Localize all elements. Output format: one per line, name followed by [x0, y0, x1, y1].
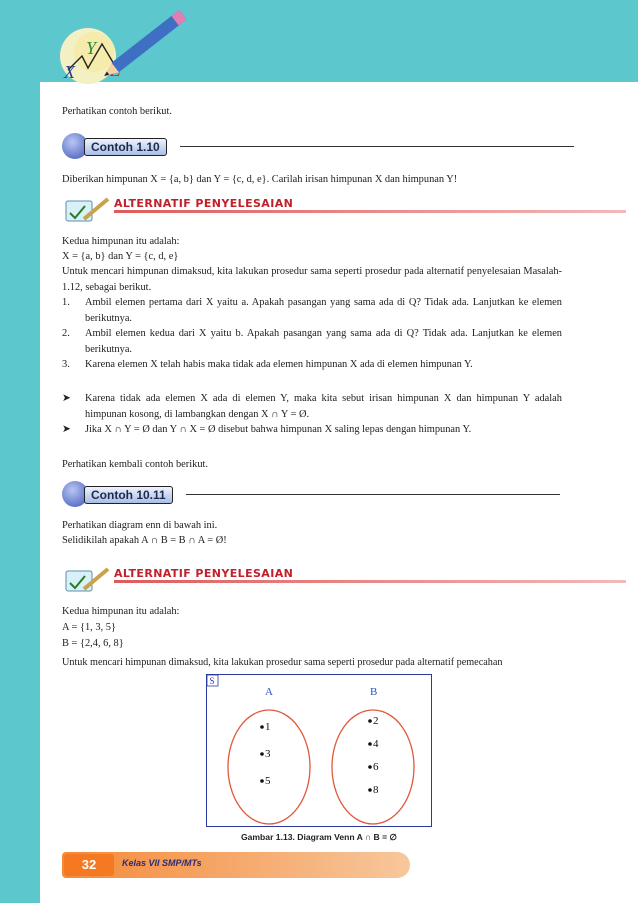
venn-svg: [207, 675, 431, 826]
set-b-element-4: 4: [373, 738, 379, 750]
set-a-dot-5: [260, 779, 264, 783]
heading-rule: [180, 146, 574, 147]
alt-label-1: ALTERNATIF PENYELESAIAN: [114, 197, 294, 210]
page-footer: [62, 852, 410, 878]
solution-2-line-2: A = {1, 3, 5}: [62, 622, 116, 633]
step-text: Ambil elemen pertama dari X yaitu a. Apakah pasangan yang sama ada di Q? Tidak ada. Lanjutkan ke elemen berikutnya.: [85, 297, 562, 324]
intro-text-1: Perhatikan contoh berikut.: [62, 106, 172, 117]
set-a-element-1: 1: [265, 721, 271, 733]
pen-paper-icon: [62, 195, 112, 225]
set-a-element-3: 3: [265, 748, 271, 760]
set-b-dot-2: [368, 719, 372, 723]
set-b-dot-8: [368, 788, 372, 792]
venn-caption: Gambar 1.13. Diagram Venn A ∩ B = ∅: [240, 832, 398, 842]
set-b-dot-6: [368, 765, 372, 769]
set-b-dot-4: [368, 742, 372, 746]
solution-2-heading: [62, 565, 632, 593]
intro-text-2: Perhatikan kembali contoh berikut.: [62, 459, 209, 470]
arrow-bullet-icon: ➤: [62, 393, 71, 404]
example-2-label: Contoh 10.11: [84, 486, 173, 504]
xyz-pencil-logo: [54, 8, 224, 98]
bullet-text: Jika X ∩ Y = Ø dan Y ∩ X = Ø disebut bahwa himpunan X saling lepas dengan himpunan Y.: [85, 424, 472, 435]
step-number: 2.: [62, 328, 70, 339]
alt-bar-2: [114, 580, 626, 583]
solution-2-line-3: B = {2,4, 6, 8}: [62, 638, 124, 649]
example-1-label: Contoh 1.10: [84, 138, 167, 156]
page-number: 32: [64, 854, 114, 876]
bullet-text: Karena tidak ada elemen X ada di elemen Y, maka kita sebut irisan himpunan X dan himpunan Y adalah himpunan kosong, di lambangkan dengan X ∩ Y = Ø.: [85, 393, 562, 420]
alt-label-2: ALTERNATIF PENYELESAIAN: [114, 567, 294, 580]
logo-y: Y: [86, 38, 97, 58]
heading-rule: [186, 494, 560, 495]
venn-diagram: [206, 674, 432, 827]
solution-2-line-1: Kedua himpunan itu adalah:: [62, 606, 180, 617]
pen-paper-icon: [62, 565, 112, 595]
example-2-line-1: Perhatikan diagram enn di bawah ini.: [62, 520, 218, 531]
example-2-heading: [62, 481, 560, 507]
set-b-element-2: 2: [373, 715, 379, 727]
book-title: Kelas VII SMP/MTs: [122, 858, 202, 868]
solution-1-line-3: Untuk mencari himpunan dimaksud, kita lakukan prosedur sama seperti prosedur pada alternatif penyelesaian Masalah-1.12, sebagai berikut.: [62, 266, 562, 293]
set-a-element-5: 5: [265, 775, 271, 787]
logo-x: X: [64, 62, 75, 82]
solution-1-line-1: Kedua himpunan itu adalah:: [62, 236, 180, 247]
set-b-label: B: [370, 686, 378, 698]
example-2-line-2: Selidikilah apakah A ∩ B = B ∩ A = Ø!: [62, 535, 227, 546]
arrow-bullet-icon: ➤: [62, 424, 71, 435]
set-a-dot-3: [260, 752, 264, 756]
example-1-question: Diberikan himpunan X = {a, b} dan Y = {c, d, e}. Carilah irisan himpunan X dan himpunan Y!: [62, 174, 458, 185]
step-number: 1.: [62, 297, 70, 308]
set-b-element-8: 8: [373, 784, 379, 796]
step-text: Karena elemen X telah habis maka tidak ada elemen himpunan X ada di elemen himpunan Y.: [85, 359, 473, 370]
step-text: Ambil elemen kedua dari X yaitu b. Apakah pasangan yang sama ada di Q? Tidak ada. Lanjutkan ke elemen berikutnya.: [85, 328, 562, 355]
venn-universe-label: S: [209, 676, 215, 686]
step-number: 3.: [62, 359, 70, 370]
set-a-dot-1: [260, 725, 264, 729]
left-margin-band: [0, 82, 40, 903]
set-a-label: A: [265, 686, 273, 698]
alt-bar-1: [114, 210, 626, 213]
footer-pill: [62, 852, 410, 878]
example-1-heading: [62, 133, 574, 159]
solution-1-heading: [62, 195, 632, 223]
solution-2-line-4: Untuk mencari himpunan dimaksud, kita lakukan prosedur sama seperti prosedur pada alternatif pemecahan: [62, 657, 503, 668]
solution-1-line-2: X = {a, b} dan Y = {c, d, e}: [62, 251, 179, 262]
set-b-element-6: 6: [373, 761, 379, 773]
